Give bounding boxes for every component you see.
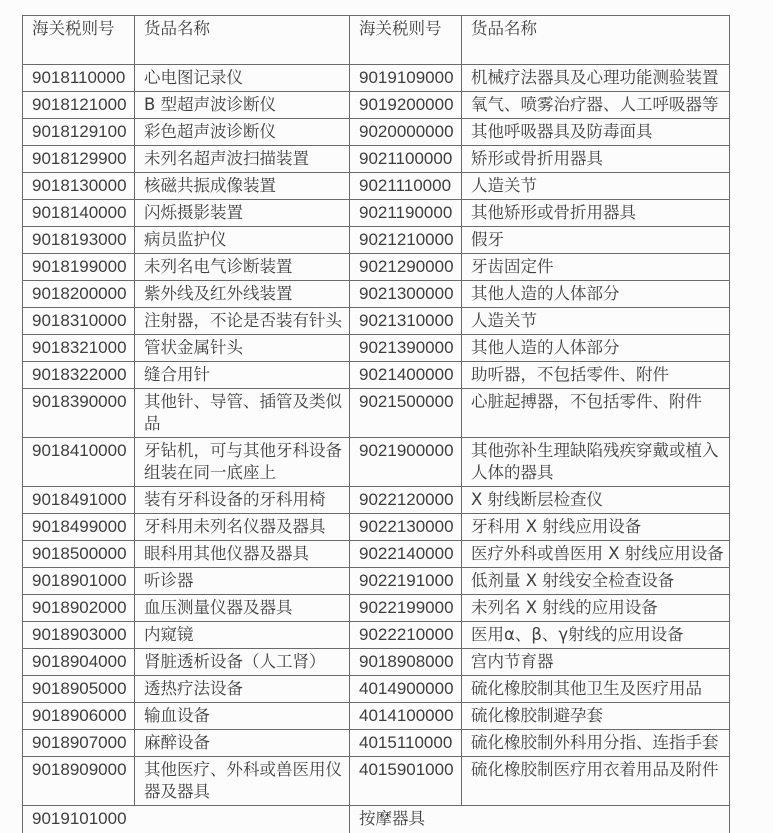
tariff-code-right: 9022199000 — [350, 595, 462, 622]
goods-name-left: 牙钻机，可与其他牙科设备组装在同一底座上 — [135, 438, 350, 487]
tariff-code-right: 9021290000 — [350, 254, 462, 281]
tariff-code-right: 9019200000 — [350, 92, 462, 119]
tariff-code-right: 4014100000 — [350, 703, 462, 730]
goods-name-left: 未列名超声波扫描装置 — [135, 146, 350, 173]
tariff-code-right: 9021190000 — [350, 200, 462, 227]
goods-name-right: 未列名 X 射线的应用设备 — [462, 595, 730, 622]
goods-name-right: 宫内节育器 — [462, 649, 730, 676]
tariff-code-left: 9018906000 — [23, 703, 135, 730]
goods-name-left: 管状金属针头 — [135, 335, 350, 362]
goods-name-right: 医疗外科或兽医用 X 射线应用设备 — [462, 541, 730, 568]
tariff-code-left: 9018907000 — [23, 730, 135, 757]
tariff-code-right: 9021110000 — [350, 173, 462, 200]
goods-name-left: 缝合用针 — [135, 362, 350, 389]
tariff-code-right: 4014900000 — [350, 676, 462, 703]
table-row — [23, 487, 730, 514]
tariff-code-left: 9018130000 — [23, 173, 135, 200]
goods-name-left: 注射器，不论是否装有针头 — [135, 308, 350, 335]
tariff-code-right: 9021500000 — [350, 389, 462, 438]
table-row — [23, 200, 730, 227]
tariff-code-left: 9018129100 — [23, 119, 135, 146]
goods-name-right: 硫化橡胶制其他卫生及医疗用品 — [462, 676, 730, 703]
table-row — [23, 541, 730, 568]
goods-name-left: 未列名电气诊断装置 — [135, 254, 350, 281]
tariff-code-left: 9018140000 — [23, 200, 135, 227]
tariff-code-left: 9018199000 — [23, 254, 135, 281]
goods-name-left: 紫外线及红外线装置 — [135, 281, 350, 308]
header-tariff-code-right: 海关税则号 — [350, 16, 462, 65]
table-row — [23, 389, 730, 438]
tariff-code-left: 9018193000 — [23, 227, 135, 254]
goods-name-left: 闪烁摄影装置 — [135, 200, 350, 227]
goods-name-right: 人造关节 — [462, 173, 730, 200]
table-row — [23, 92, 730, 119]
tariff-code-left: 9018410000 — [23, 438, 135, 487]
goods-name-right: 人造关节 — [462, 308, 730, 335]
header-tariff-code-left: 海关税则号 — [23, 16, 135, 65]
table-row — [23, 649, 730, 676]
tariff-code-right: 9020000000 — [350, 119, 462, 146]
goods-name-right: 硫化橡胶制医疗用衣着用品及附件 — [462, 757, 730, 806]
goods-name-right: 氧气、喷雾治疗器、人工呼吸器等 — [462, 92, 730, 119]
tariff-code-right: 9021310000 — [350, 308, 462, 335]
goods-name-left: 眼科用其他仪器及器具 — [135, 541, 350, 568]
goods-name-left: 其他医疗、外科或兽医用仪器及器具 — [135, 757, 350, 806]
table-row — [23, 514, 730, 541]
table-row — [23, 173, 730, 200]
goods-name-right: 牙科用 X 射线应用设备 — [462, 514, 730, 541]
goods-name-right: 牙齿固定件 — [462, 254, 730, 281]
tariff-code-right: 9021300000 — [350, 281, 462, 308]
goods-name-right: 硫化橡胶制外科用分指、连指手套 — [462, 730, 730, 757]
goods-name-left: 彩色超声波诊断仪 — [135, 119, 350, 146]
goods-name-left: 装有牙科设备的牙科用椅 — [135, 487, 350, 514]
table-row — [23, 335, 730, 362]
tariff-code-right: 9019109000 — [350, 65, 462, 92]
table-row — [23, 227, 730, 254]
tariff-code-left: 9018129900 — [23, 146, 135, 173]
tariff-code-right: 9022130000 — [350, 514, 462, 541]
tariff-code-right: 9022210000 — [350, 622, 462, 649]
goods-name-left: 内窥镜 — [135, 622, 350, 649]
goods-name-right: 矫形或骨折用器具 — [462, 146, 730, 173]
tariff-code-left: 9018903000 — [23, 622, 135, 649]
goods-name-left: 其他针、导管、插管及类似品 — [135, 389, 350, 438]
goods-name-right: 心脏起搏器，不包括零件、附件 — [462, 389, 730, 438]
goods-name-right: 其他矫形或骨折用器具 — [462, 200, 730, 227]
tariff-code-left: 9018322000 — [23, 362, 135, 389]
tariff-code-right: 9021400000 — [350, 362, 462, 389]
table-row — [23, 146, 730, 173]
goods-name-left: 心电图记录仪 — [135, 65, 350, 92]
table-footer — [23, 806, 730, 833]
tariff-code-left: 9018321000 — [23, 335, 135, 362]
tariff-code-left: 9018110000 — [23, 65, 135, 92]
goods-name-left: 透热疗法设备 — [135, 676, 350, 703]
table-row — [23, 676, 730, 703]
tariff-code-right: 9022140000 — [350, 541, 462, 568]
header-goods-name-left: 货品名称 — [135, 16, 350, 65]
tariff-code-left: 9018500000 — [23, 541, 135, 568]
table-row — [23, 568, 730, 595]
goods-name-right: 低剂量 X 射线安全检查设备 — [462, 568, 730, 595]
table-row — [23, 595, 730, 622]
tariff-code-left: 9018905000 — [23, 676, 135, 703]
tariff-code-left: 9018904000 — [23, 649, 135, 676]
header-goods-name-right: 货品名称 — [462, 16, 730, 65]
tariff-code-right: 4015901000 — [350, 757, 462, 806]
goods-name-right: 其他人造的人体部分 — [462, 335, 730, 362]
goods-name-footer: 按摩器具 — [350, 806, 730, 833]
table-row — [23, 622, 730, 649]
table-row — [23, 730, 730, 757]
tariff-code-left: 9018200000 — [23, 281, 135, 308]
tariff-code-left: 9018491000 — [23, 487, 135, 514]
tariff-code-right: 9021210000 — [350, 227, 462, 254]
goods-name-right: 其他人造的人体部分 — [462, 281, 730, 308]
tariff-code-left: 9018909000 — [23, 757, 135, 806]
tariff-code-left: 9018121000 — [23, 92, 135, 119]
table-row-footer — [23, 806, 730, 833]
table-row — [23, 757, 730, 806]
goods-name-right: 其他呼吸器具及防毒面具 — [462, 119, 730, 146]
tariff-code-left: 9018310000 — [23, 308, 135, 335]
tariff-code-left: 9018390000 — [23, 389, 135, 438]
goods-name-left: 血压测量仪器及器具 — [135, 595, 350, 622]
goods-name-right: 其他弥补生理缺陷残疾穿戴或植入人体的器具 — [462, 438, 730, 487]
goods-name-right: X 射线断层检查仪 — [462, 487, 730, 514]
table-header — [23, 16, 730, 65]
tariff-code-right: 9021100000 — [350, 146, 462, 173]
table-row — [23, 438, 730, 487]
tariff-code-footer: 9019101000 — [23, 806, 350, 833]
goods-name-right: 机械疗法器具及心理功能测验装置 — [462, 65, 730, 92]
tariff-code-right: 4015110000 — [350, 730, 462, 757]
table-row — [23, 254, 730, 281]
tariff-code-table — [22, 15, 730, 833]
tariff-code-right: 9021390000 — [350, 335, 462, 362]
goods-name-left: 核磁共振成像装置 — [135, 173, 350, 200]
tariff-code-left: 9018901000 — [23, 568, 135, 595]
table-row — [23, 308, 730, 335]
table-row — [23, 703, 730, 730]
goods-name-left: 牙科用未列名仪器及器具 — [135, 514, 350, 541]
goods-name-right: 假牙 — [462, 227, 730, 254]
goods-name-left: 肾脏透析设备（人工肾） — [135, 649, 350, 676]
tariff-code-right: 9022191000 — [350, 568, 462, 595]
tariff-code-left: 9018902000 — [23, 595, 135, 622]
table-row — [23, 281, 730, 308]
goods-name-left: 输血设备 — [135, 703, 350, 730]
tariff-code-right: 9018908000 — [350, 649, 462, 676]
tariff-code-right: 9022120000 — [350, 487, 462, 514]
goods-name-left: 听诊器 — [135, 568, 350, 595]
header-row — [23, 16, 730, 65]
goods-name-right: 助听器，不包括零件、附件 — [462, 362, 730, 389]
goods-name-left: B 型超声波诊断仪 — [135, 92, 350, 119]
table-row — [23, 362, 730, 389]
goods-name-right: 医用α、β、γ射线的应用设备 — [462, 622, 730, 649]
goods-name-right: 硫化橡胶制避孕套 — [462, 703, 730, 730]
table-body — [23, 65, 730, 806]
table-row — [23, 119, 730, 146]
goods-name-left: 病员监护仪 — [135, 227, 350, 254]
tariff-code-right: 9021900000 — [350, 438, 462, 487]
goods-name-left: 麻醉设备 — [135, 730, 350, 757]
table-row — [23, 65, 730, 92]
tariff-code-left: 9018499000 — [23, 514, 135, 541]
